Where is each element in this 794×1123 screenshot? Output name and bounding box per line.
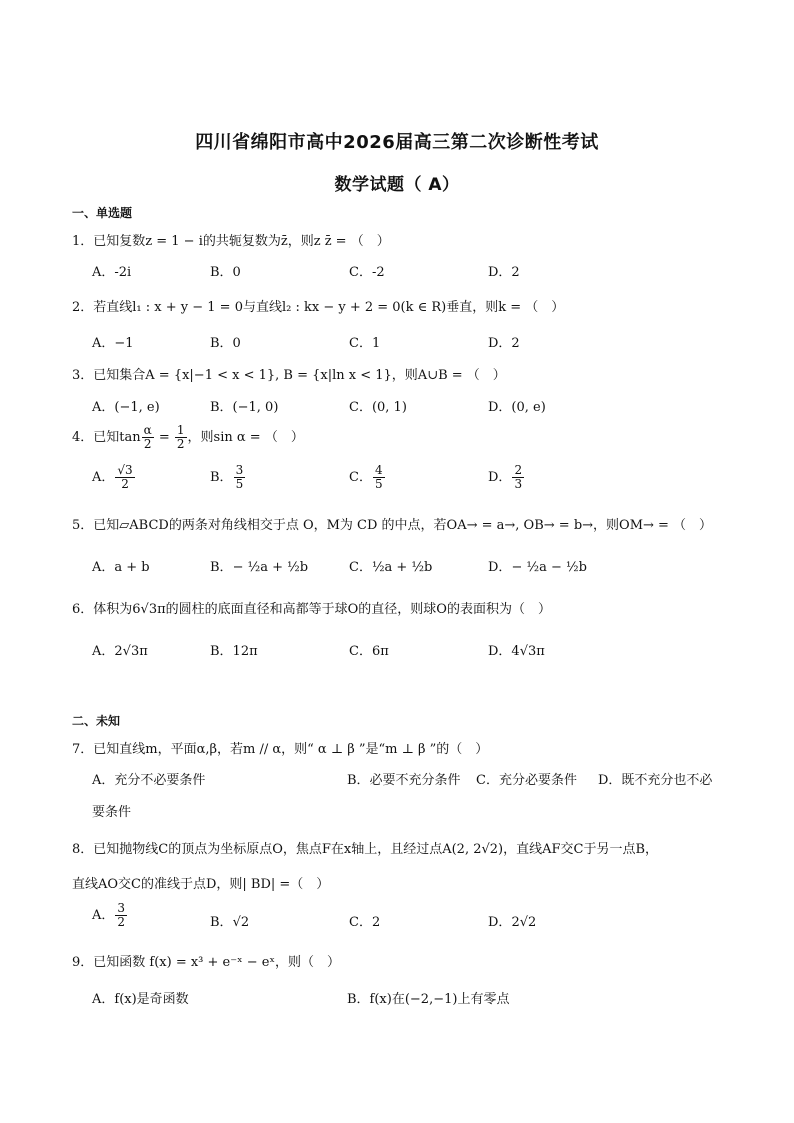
question-4-stem (72, 424, 304, 451)
fraction-one-half (175, 424, 187, 451)
fraction-denominator: 2 (121, 477, 129, 491)
option-text: 2 (371, 915, 381, 930)
fraction-numerator: 1 (176, 423, 185, 437)
question-8-option-c (349, 911, 380, 930)
option-fraction (512, 464, 524, 491)
option-fraction (115, 902, 127, 929)
question-4-stem-end: ，则sin α = （ ） (187, 430, 304, 445)
question-2-stem: 2．若直线l₁ : x + y − 1 = 0与直线l₂ : kx − y + 2 = 0(k ∈ R)垂直，则k = （ ） (72, 300, 565, 315)
option-fraction (373, 464, 385, 491)
fraction-numerator: 4 (374, 463, 383, 477)
question-5-option-a (92, 556, 150, 575)
option-label: C． (349, 470, 372, 485)
option-label: A． (92, 470, 115, 485)
exam-title: 四川省绵阳市高中2026届高三第二次诊断性考试 (195, 132, 599, 153)
fraction-numerator: 2 (514, 463, 523, 477)
fraction-denominator: 5 (235, 477, 244, 491)
question-4-option-c (349, 464, 386, 491)
question-7-option-a: A．充分不必要条件 (92, 773, 206, 788)
fraction-numerator: 3 (235, 463, 244, 477)
fraction-numerator: 3 (117, 901, 126, 915)
option-label: B． (210, 915, 233, 930)
question-7-option-d: D．既不充分也不必 (598, 773, 713, 788)
question-1-option-d: D．2 (488, 265, 520, 280)
question-1-stem: 1．已知复数z = 1 − i的共轭复数为z̄，则z z̄ = （ ） (72, 234, 390, 249)
option-label: A． (92, 560, 115, 575)
question-5-option-d (488, 556, 587, 575)
question-4-option-d (488, 464, 525, 491)
question-7-stem: 7．已知直线m，平面α,β，若m // α，则“ α ⊥ β ”是“m ⊥ β ”的（ ） (72, 742, 489, 757)
question-6-option-b: B．12π (210, 644, 258, 659)
option-label: D． (488, 470, 512, 485)
question-2-option-d: D．2 (488, 336, 520, 351)
option-text: − ½a + ½b (232, 560, 309, 575)
question-4-option-a (92, 464, 136, 491)
section-heading-single-choice: 一、单选题 (72, 206, 133, 220)
option-label: C． (349, 915, 372, 930)
question-3-option-a: A．(−1, e) (92, 400, 160, 415)
question-3-option-b: B．(−1, 0) (210, 400, 279, 415)
option-label: B． (210, 560, 233, 575)
option-label: C． (349, 560, 372, 575)
question-1-option-c: C．-2 (349, 265, 385, 280)
question-5-stem: 5．已知▱ABCD的两条对角线相交于点 O，M为 CD 的中点，若OA→ = a→, OB→ = b→，则OM→ = （ ） (72, 518, 713, 533)
option-label: A． (92, 908, 115, 923)
question-8-stem-line-2: 直线AO交C的准线于点D，则| BD| =（ ） (72, 877, 330, 892)
question-9-option-a: A．f(x)是奇函数 (92, 992, 189, 1007)
question-9-stem: 9．已知函数 f(x) = x³ + e⁻ˣ − eˣ，则（ ） (72, 955, 340, 970)
option-fraction (115, 464, 134, 491)
exam-subtitle: 数学试题（ A） (334, 175, 460, 195)
question-6-option-c: C．6π (349, 644, 389, 659)
question-1-option-a: A．-2i (92, 265, 132, 280)
option-text: ½a + ½b (371, 560, 433, 575)
question-6-option-d: D．4√3π (488, 644, 545, 659)
question-2-option-b: B．0 (210, 336, 241, 351)
question-2-option-c: C．1 (349, 336, 381, 351)
option-text: a + b (114, 560, 150, 575)
question-4-stem-start: 4．已知tan (72, 430, 141, 445)
question-8-stem-line-1: 8．已知抛物线C的顶点为坐标原点O，焦点F在x轴上，且经过点A(2, 2√2)，直线AF交C于另一点B， (72, 842, 659, 857)
question-5-option-b (210, 556, 308, 575)
question-6-option-a: A．2√3π (92, 644, 148, 659)
question-7-option-b: B．必要不充分条件 (347, 773, 461, 788)
fraction-denominator: 2 (117, 915, 126, 929)
question-4-equals: = (154, 430, 174, 445)
option-label: B． (210, 470, 233, 485)
option-text: √2 (232, 915, 250, 930)
fraction-numerator: α (143, 423, 152, 437)
question-4-option-b (210, 464, 246, 491)
fraction-denominator: 5 (374, 477, 383, 491)
fraction-denominator: 2 (176, 437, 185, 451)
question-2-option-a: A．−1 (92, 336, 134, 351)
option-fraction (234, 464, 246, 491)
option-label: D． (488, 915, 512, 930)
question-9-option-b: B．f(x)在(−2,−1)上有零点 (347, 992, 510, 1007)
fraction-numerator: √3 (117, 463, 133, 477)
option-label: D． (488, 560, 512, 575)
fraction-alpha-over-2 (142, 424, 154, 451)
question-7-option-c: C．充分必要条件 (476, 773, 577, 788)
question-5-option-c (349, 556, 432, 575)
question-8-option-a (92, 902, 128, 929)
question-3-option-c: C．(0, 1) (349, 400, 407, 415)
question-3-stem: 3．已知集合A = {x|−1 < x < 1}, B = {x|ln x < 1}，则A∪B = （ ） (72, 368, 506, 383)
option-text: 2√2 (511, 915, 537, 930)
fraction-denominator: 3 (514, 477, 523, 491)
question-7-option-d-continued: 要条件 (92, 805, 132, 820)
question-1-option-b: B．0 (210, 265, 241, 280)
question-8-option-b (210, 911, 249, 930)
question-6-stem: 6．体积为6√3π的圆柱的底面直径和高都等于球O的直径，则球O的表面积为（ ） (72, 602, 551, 617)
section-heading-unknown: 二、未知 (72, 714, 121, 728)
question-8-option-d (488, 911, 536, 930)
option-text: − ½a − ½b (511, 560, 587, 575)
question-3-option-d: D．(0, e) (488, 400, 546, 415)
fraction-denominator: 2 (143, 437, 152, 451)
